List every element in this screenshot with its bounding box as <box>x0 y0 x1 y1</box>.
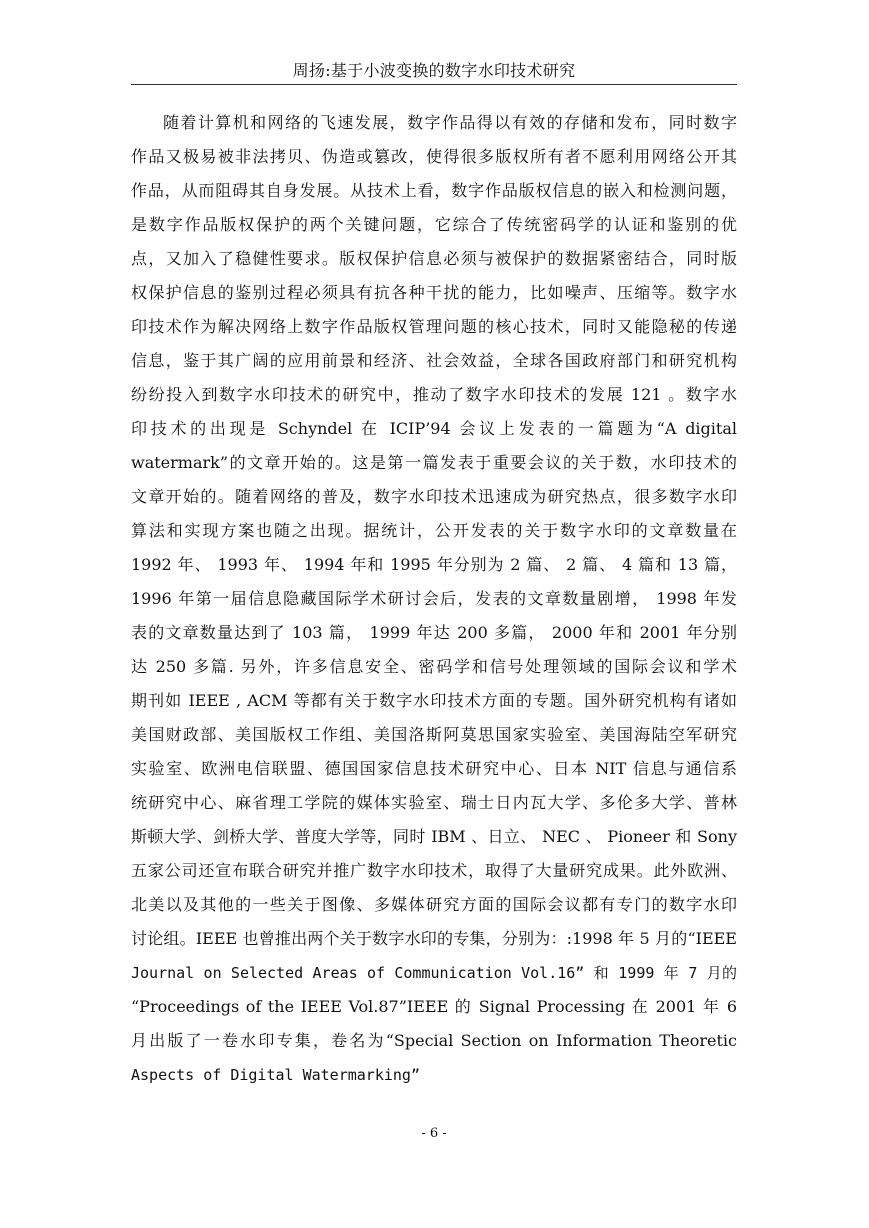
text-line: 达 250 多篇. 另外，许多信息安全、密码学和信号处理领域的国际会议和学术 <box>131 657 737 676</box>
text-line: 信息，鉴于其广阔的应用前景和经济、社会效益，全球各国政府部门和研究机构 <box>131 351 737 370</box>
page-number: - 6 - <box>421 1126 447 1141</box>
text-line: 算法和实现方案也随之出现。据统计，公开发表的关于数字水印的文章数量在 <box>131 521 737 540</box>
running-header: 周扬:基于小波变换的数字水印技术研究 <box>292 61 576 80</box>
text-line: 期刊如 IEEE , ACM 等都有关于数字水印技术方面的专题。国外研究机构有诸如 <box>131 691 737 710</box>
text-line: 点，又加入了稳健性要求。版权保护信息必须与被保护的数据紧密结合，同时版 <box>131 249 737 268</box>
text-line: 1992 年、 1993 年、 1994 年和 1995 年分别为 2 篇、 2 篇、 4 篇和 13 篇， <box>131 555 737 574</box>
text-line: 五家公司还宣布联合研究并推广数字水印技术，取得了大量研究成果。此外欧洲、 <box>131 861 737 880</box>
text-line: 月出版了一卷水印专集，卷名为“Special Section on Information Theoretic <box>131 1031 737 1050</box>
text-line: 表的文章数量达到了 103 篇， 1999 年达 200 多篇， 2000 年和 2001 年分别 <box>131 623 737 642</box>
text-line: 统研究中心、麻省理工学院的媒体实验室、瑞士日内瓦大学、多伦多大学、普林 <box>131 793 737 812</box>
text-line: 印技术的出现是 Schyndel 在 ICIP’94 会议上发表的一篇题为“A digital <box>131 419 737 438</box>
text-line: 斯顿大学、剑桥大学、普度大学等，同时 IBM 、日立、 NEC 、 Pioneer 和 Sony <box>131 827 737 846</box>
header-divider <box>131 84 737 85</box>
text-line: 实验室、欧洲电信联盟、德国国家信息技术研究中心、日本 NIT 信息与通信系 <box>131 759 737 778</box>
text-line: watermark”的文章开始的。这是第一篇发表于重要会议的关于数，水印技术的 <box>131 453 737 472</box>
text-line: “Proceedings of the IEEE Vol.87”IEEE 的 Signal Processing 在 2001 年 6 <box>131 997 737 1016</box>
text-line: Aspects of Digital Watermarking” <box>131 1066 420 1084</box>
text-line: 作品，从而阻碍其自身发展。从技术上看，数字作品版权信息的嵌入和检测问题， <box>131 181 737 200</box>
text-line: 印技术作为解决网络上数字作品版权管理问题的核心技术，同时又能隐秘的传递 <box>131 317 737 336</box>
text-line: 权保护信息的鉴别过程必须具有抗各种干扰的能力，比如噪声、压缩等。数字水 <box>131 283 737 302</box>
text-line: 讨论组。IEEE 也曾推出两个关于数字水印的专集，分别为：:1998 年 5 月的“IEEE <box>131 929 737 948</box>
text-line: 纷纷投入到数字水印技术的研究中，推动了数字水印技术的发展 121 。数字水 <box>131 385 737 404</box>
text-line: 文章开始的。随着网络的普及，数字水印技术迅速成为研究热点，很多数字水印 <box>131 487 737 506</box>
text-line: 随着计算机和网络的飞速发展，数字作品得以有效的存储和发布，同时数字 <box>163 113 737 132</box>
body-paragraph <box>131 106 737 1092</box>
text-line: 作品又极易被非法拷贝、伪造或篡改，使得很多版权所有者不愿利用网络公开其 <box>131 147 737 166</box>
text-line: 1996 年第一届信息隐藏国际学术研讨会后，发表的文章数量剧增， 1998 年发 <box>131 589 737 608</box>
text-line: 北美以及其他的一些关于图像、多媒体研究方面的国际会议都有专门的数字水印 <box>131 895 737 914</box>
text-line: 美国财政部、美国版权工作组、美国洛斯阿莫思国家实验室、美国海陆空军研究 <box>131 725 737 744</box>
text-line: 是数字作品版权保护的两个关键问题，它综合了传统密码学的认证和鉴别的优 <box>131 215 737 234</box>
text-line: Journal on Selected Areas of Communication Vol.16” 和 1999 年 7 月的 <box>131 964 737 982</box>
